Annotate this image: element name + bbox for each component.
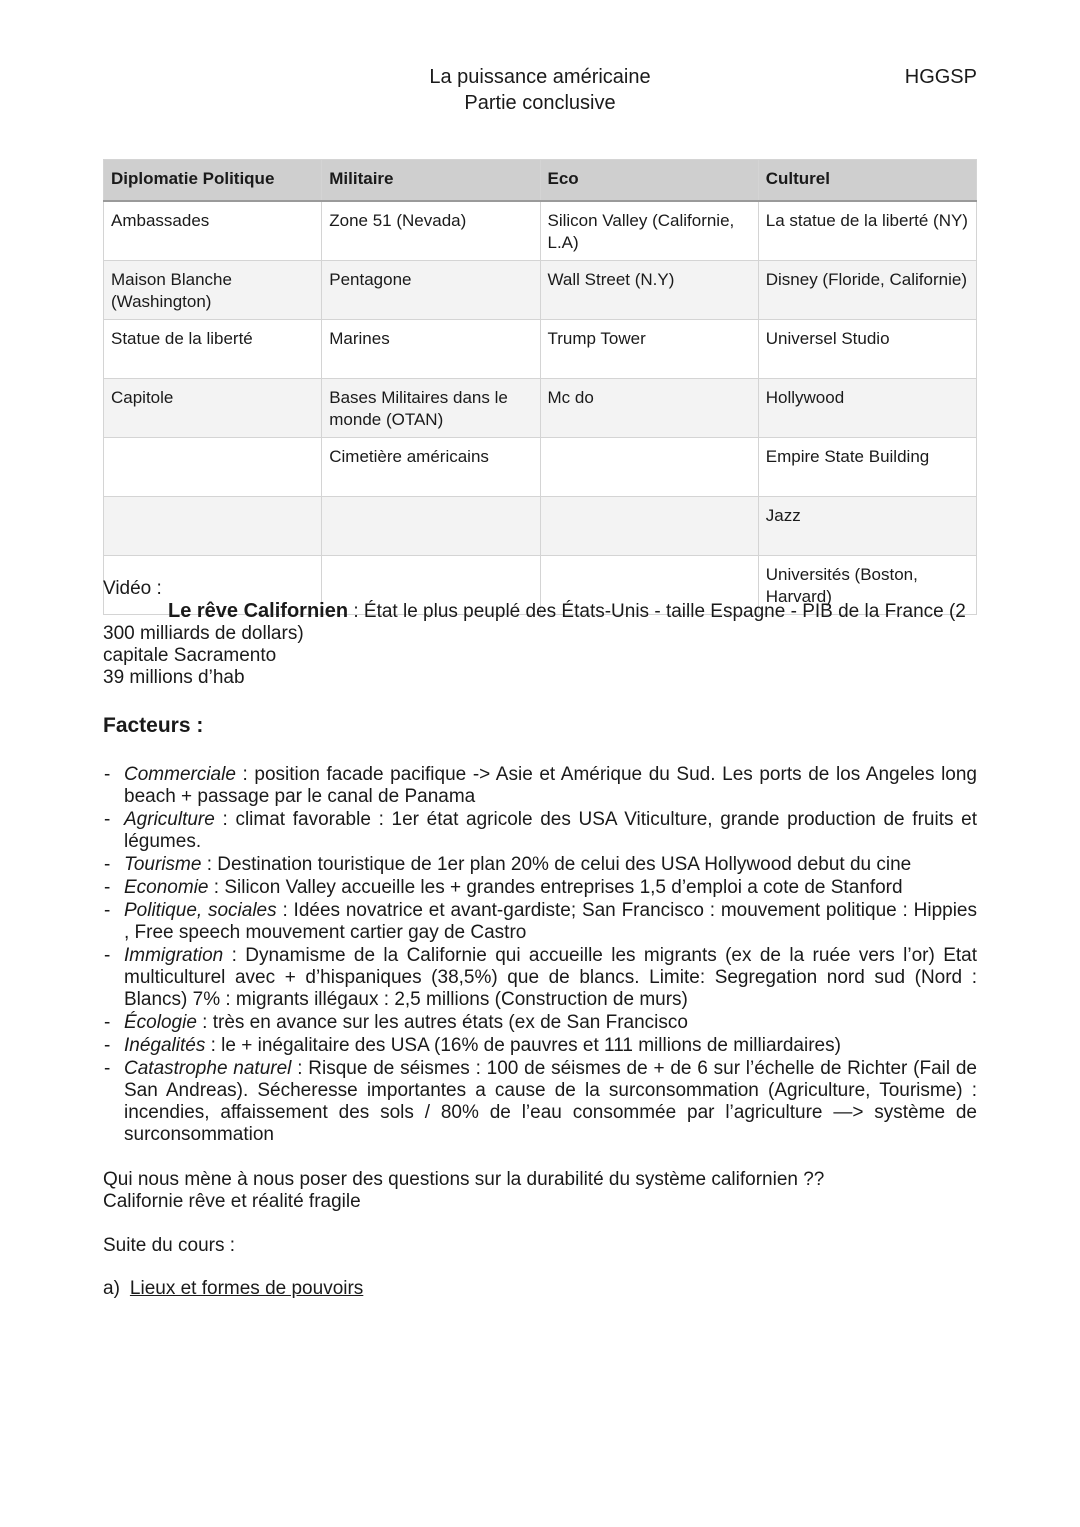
table-cell	[104, 497, 322, 556]
factor-label: Catastrophe naturel	[124, 1058, 292, 1079]
reve-description: : État le plus peuplé des États-Unis - taille Espagne - PIB de la France (2 300 milliards de dollars)	[103, 601, 966, 644]
subject-label: HGGSP	[904, 66, 977, 88]
table-row	[104, 261, 977, 320]
table-cell: Disney (Floride, Californie)	[758, 261, 976, 320]
table-header-row	[104, 160, 977, 202]
factor-text: : Destination touristique de 1er plan 20% de celui des USA Hollywood debut du cine	[201, 854, 912, 875]
section-letter: a)	[103, 1278, 120, 1299]
list-item	[103, 877, 977, 899]
power-table	[103, 159, 977, 615]
table-row	[104, 438, 977, 497]
table-cell: Ambassades	[104, 201, 322, 261]
table-cell: Marines	[322, 320, 540, 379]
video-label: Vidéo :	[103, 578, 162, 599]
list-item	[103, 945, 977, 1011]
list-item	[103, 854, 977, 876]
factor-label: Economie	[124, 877, 209, 898]
table-cell: Universel Studio	[758, 320, 976, 379]
reve-paragraph	[103, 600, 977, 645]
factor-label: Inégalités	[124, 1035, 206, 1056]
table-cell: Pentagone	[322, 261, 540, 320]
table-cell: Cimetière américains	[322, 438, 540, 497]
table-cell	[540, 497, 758, 556]
factor-label: Agriculture	[124, 809, 215, 830]
table-row	[104, 379, 977, 438]
factor-text: : Risque de séismes : 100 de séismes de + de 6 sur l’échelle de Richter (Fail de San Andreas). Sécheresse importantes a cause de la surconsommation (Agriculture, Tourisme) : incendies, affaissement des sols / 80% de l’eau consommée par l’agriculture —> système de surconsommation	[124, 1058, 978, 1145]
table-row	[104, 497, 977, 556]
list-item	[103, 809, 977, 853]
table-row	[104, 201, 977, 261]
table-cell	[322, 497, 540, 556]
table-cell: Wall Street (N.Y)	[540, 261, 758, 320]
factor-text: : Idées novatrice et avant-gardiste; San Francisco : mouvement politique : Hippies , Free speech mouvement cartier gay de Castro	[124, 900, 977, 943]
factor-text: : très en avance sur les autres états (ex de San Francisco	[196, 1012, 688, 1033]
table-cell: Universités (Boston, Harvard)	[758, 556, 976, 615]
reve-population: 39 millions d’hab	[103, 667, 245, 688]
table-cell: Trump Tower	[540, 320, 758, 379]
factor-text: : Dynamisme de la Californie qui accueille les migrants (ex de la ruée vers l’or) Etat multiculturel avec + d’hispaniques (38,5%) que de blancs. Limite: Segregation nord sud (Nord : Blancs) 7% : migrants illégaux : 2,5 millions (Construction de murs)	[124, 945, 977, 1010]
table-cell: La statue de la liberté (NY)	[758, 201, 976, 261]
list-item	[103, 764, 977, 808]
table-cell: Maison Blanche (Washington)	[104, 261, 322, 320]
factor-label: Commerciale	[124, 764, 236, 785]
question-block	[103, 1169, 977, 1213]
factor-label: Écologie	[124, 1012, 197, 1033]
table-header-cell: Eco	[540, 160, 758, 202]
section-title: Lieux et formes de pouvoirs	[129, 1278, 364, 1299]
table-cell: Hollywood	[758, 379, 976, 438]
table-cell: Mc do	[540, 379, 758, 438]
reve-capital: capitale Sacramento	[103, 645, 277, 666]
table-cell: Jazz	[758, 497, 976, 556]
factor-text: : climat favorable : 1er état agricole des USA Viticulture, grande production de fruits et légumes.	[124, 809, 977, 852]
suite-label: Suite du cours :	[103, 1235, 236, 1256]
table-cell: Bases Militaires dans le monde (OTAN)	[322, 379, 540, 438]
reve-title: Le rêve Californien	[168, 600, 349, 622]
table-cell	[104, 438, 322, 497]
factor-text: : le + inégalitaire des USA (16% de pauvres et 111 millions de milliardaires)	[205, 1035, 841, 1056]
question-line: Qui nous mène à nous poser des questions sur la durabilité du système californien ??	[103, 1169, 825, 1190]
factor-text: : position facade pacifique -> Asie et Amérique du Sud. Les ports de los Angeles long beach + passage par le canal de Panama	[124, 764, 977, 807]
document-subtitle: Partie conclusive	[464, 92, 616, 114]
table-cell: Silicon Valley (Californie, L.A)	[540, 201, 758, 261]
table-cell: Capitole	[104, 379, 322, 438]
factor-label: Tourisme	[124, 854, 202, 875]
factor-label: Politique, sociales	[124, 900, 277, 921]
table-row	[104, 320, 977, 379]
facteurs-heading: Facteurs :	[103, 714, 204, 737]
list-item	[103, 1012, 977, 1034]
question-subline: Californie rêve et réalité fragile	[103, 1191, 361, 1212]
factor-text: : Silicon Valley accueille les + grandes entreprises 1,5 d’emploi a cote de Stanford	[208, 877, 903, 898]
document-title: La puissance américaine	[429, 66, 651, 88]
list-item	[103, 900, 977, 944]
table-cell: Statue de la liberté	[104, 320, 322, 379]
table-cell	[540, 438, 758, 497]
notes-body	[103, 578, 977, 1300]
factors-list	[103, 764, 977, 1146]
table-header-cell: Diplomatie Politique	[104, 160, 322, 202]
section-heading	[103, 1278, 977, 1300]
list-item	[103, 1035, 977, 1057]
table-cell: Zone 51 (Nevada)	[322, 201, 540, 261]
table-header-cell: Culturel	[758, 160, 976, 202]
factor-label: Immigration	[124, 945, 224, 966]
table-header-cell: Militaire	[322, 160, 540, 202]
table-cell: Empire State Building	[758, 438, 976, 497]
list-item	[103, 1058, 977, 1146]
